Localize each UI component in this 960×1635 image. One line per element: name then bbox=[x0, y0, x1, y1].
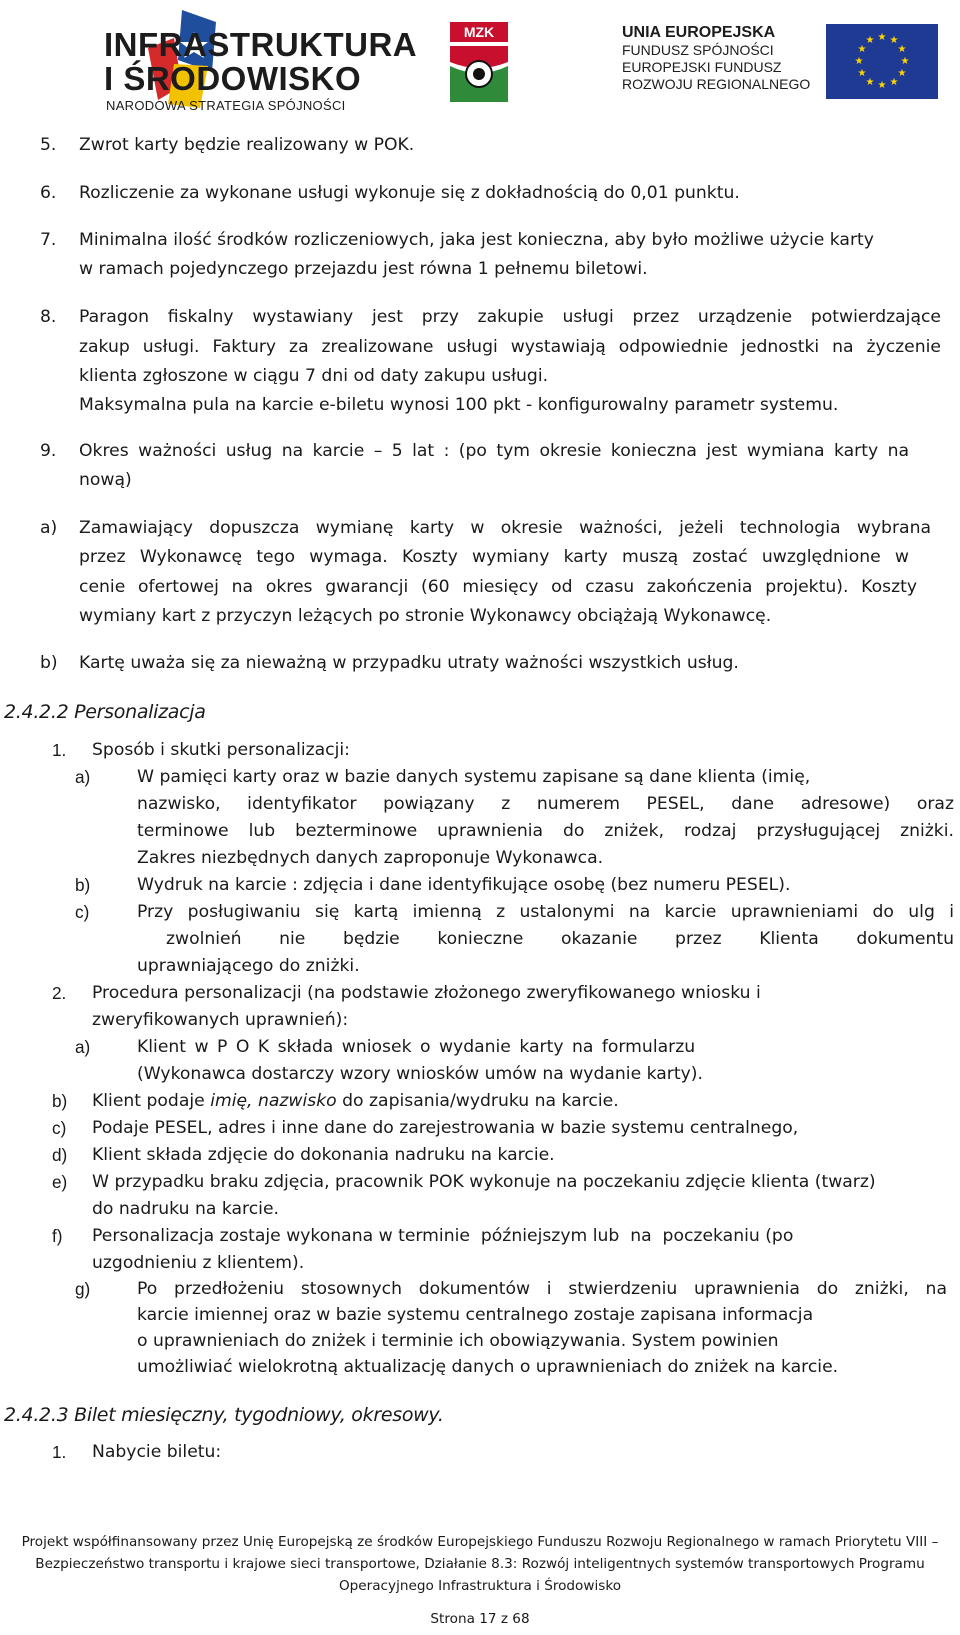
logo-title-line1: INFRASTRUKTURA bbox=[104, 26, 418, 63]
list-letter: e) bbox=[52, 1172, 68, 1192]
p2e-line2: do nadruku na karcie. bbox=[92, 1199, 279, 1219]
list-letter: c) bbox=[52, 1118, 67, 1138]
item-9-line2: nową) bbox=[79, 470, 132, 490]
p2b-pre: Klient podaje bbox=[92, 1091, 211, 1111]
svg-text:★: ★ bbox=[897, 68, 907, 79]
p2b-text bbox=[92, 1086, 619, 1116]
p2f-line1: Personalizacja zostaje wykonana w terminie późniejszym lub na poczekaniu (po bbox=[92, 1226, 794, 1246]
item-number: 9. bbox=[40, 441, 57, 461]
eu-line2: FUNDUSZ SPÓJNOŚCI bbox=[622, 42, 774, 58]
p2g-line4: umożliwiać wielokrotną aktualizację danych o uprawnieniach do zniżek na karcie. bbox=[137, 1357, 839, 1377]
footer-line2: Bezpieczeństwo transportu i krajowe sieci transportowe, Działanie 8.3: Rozwój inteligentnych systemów transportowych Programu bbox=[35, 1556, 925, 1572]
item-8-line3: klienta zgłoszone w ciągu 7 dni od daty zakupu usługi. bbox=[79, 366, 549, 386]
svg-text:★: ★ bbox=[889, 77, 899, 88]
p2b-post: do zapisania/wydruku na karcie. bbox=[336, 1091, 619, 1111]
item-number: 7. bbox=[40, 230, 57, 250]
eu-flag-icon bbox=[826, 24, 938, 99]
p1b-text: Wydruk na karcie : zdjęcia i dane identyfikujące osobę (bez numeru PESEL). bbox=[137, 875, 791, 895]
list-number: 2. bbox=[52, 983, 67, 1003]
p1a-line1: W pamięci karty oraz w bazie danych systemu zapisane są dane klienta (imię, bbox=[137, 767, 811, 787]
eu-line3: EUROPEJSKI FUNDUSZ bbox=[622, 59, 782, 75]
item-8-line4: Maksymalna pula na karcie e-biletu wynosi 100 pkt - konfigurowalny parametr systemu. bbox=[79, 395, 839, 415]
item-number: 6. bbox=[40, 183, 57, 203]
item-6-text: Rozliczenie za wykonane usługi wykonuje się z dokładnością do 0,01 punktu. bbox=[79, 183, 740, 203]
logo-title-line2: I ŚRODOWISKO bbox=[104, 60, 362, 97]
item-7-line2: w ramach pojedynczego przejazdu jest równa 1 pełnemu biletowi. bbox=[79, 259, 648, 279]
list-letter: f) bbox=[52, 1226, 63, 1246]
list-letter: b) bbox=[75, 875, 91, 895]
footer-line3: Operacyjnego Infrastruktura i Środowisko bbox=[338, 1578, 622, 1594]
svg-text:★: ★ bbox=[857, 44, 867, 55]
svg-text:★: ★ bbox=[897, 44, 907, 55]
svg-text:★: ★ bbox=[889, 35, 899, 46]
section-heading-bilet: 2.4.2.3 Bilet miesięczny, tygodniowy, okresowy. bbox=[4, 1404, 444, 1426]
logo-subtitle: NARODOWA STRATEGIA SPÓJNOŚCI bbox=[106, 98, 346, 113]
p2a-line2: (Wykonawca dostarczy wzory wniosków umów na wydanie karty). bbox=[137, 1064, 703, 1084]
svg-text:★: ★ bbox=[865, 77, 875, 88]
p1a-line4: Zakres niezbędnych danych zaproponuje Wykonawca. bbox=[137, 848, 604, 868]
p2f-line2: uzgodnieniu z klientem). bbox=[92, 1253, 305, 1273]
list-letter: c) bbox=[75, 902, 90, 922]
item-a-line1: Zamawiający dopuszcza wymianę karty w okresie ważności, jeżeli technologia wybrana bbox=[79, 518, 931, 538]
mzk-logo-label: MZK bbox=[463, 24, 495, 40]
item-b-text: Kartę uważa się za nieważną w przypadku utraty ważności wszystkich usług. bbox=[79, 653, 739, 673]
item-a-line2: przez Wykonawcę tego wymaga. Koszty wymiany karty muszą zostać uwzględnione w bbox=[79, 547, 909, 567]
p2d-text: Klient składa zdjęcie do dokonania nadruku na karcie. bbox=[92, 1145, 555, 1165]
p2g-line3: o uprawnieniach do zniżek i terminie ich obowiązywania. System powinien bbox=[137, 1331, 779, 1351]
p2c-text: Podaje PESEL, adres i inne dane do zarejestrowania w bazie systemu centralnego, bbox=[92, 1118, 799, 1138]
svg-text:★: ★ bbox=[865, 35, 875, 46]
p1a-line2: nazwisko, identyfikator powiązany z numerem PESEL, dane adresowe) oraz bbox=[137, 794, 954, 814]
p1c-line3: uprawniającego do zniżki. bbox=[137, 956, 360, 976]
item-number: 8. bbox=[40, 307, 57, 327]
page-number: Strona 17 z 68 bbox=[430, 1611, 530, 1627]
footer-line1: Projekt współfinansowany przez Unię Europejską ze środków Europejskiego Funduszu Rozwoju Regionalnego w ramach Priorytetu VIII – bbox=[21, 1534, 939, 1550]
list-number: 1. bbox=[52, 740, 67, 760]
sec2-p1-text: Nabycie biletu: bbox=[92, 1442, 222, 1462]
p2b-em: imię, nazwisko bbox=[210, 1091, 337, 1111]
svg-text:★: ★ bbox=[854, 56, 864, 67]
p2e-line1: W przypadku braku zdjęcia, pracownik POK wykonuje na poczekaniu zdjęcie klienta (twarz) bbox=[92, 1172, 876, 1192]
svg-text:★: ★ bbox=[857, 68, 867, 79]
p1a-line3: terminowe lub bezterminowe uprawnienia do zniżek, rodzaj przysługującej zniżki. bbox=[137, 821, 954, 841]
item-a-line4: wymiany kart z przyczyn leżących po stronie Wykonawcy obciążają Wykonawcę. bbox=[79, 606, 772, 626]
p2-line2: zweryfikowanych uprawnień): bbox=[92, 1010, 349, 1030]
eu-line1: UNIA EUROPEJSKA bbox=[622, 24, 776, 41]
svg-text:★: ★ bbox=[900, 56, 910, 67]
section-heading-personalizacja: 2.4.2.2 Personalizacja bbox=[4, 701, 206, 723]
list-letter: a) bbox=[75, 767, 91, 787]
item-number: 5. bbox=[40, 135, 57, 155]
p2a-line1: Klient w P O K składa wniosek o wydanie karty na formularzu bbox=[137, 1037, 696, 1057]
p2g-line2: karcie imiennej oraz w bazie systemu centralnego zostaje zapisana informacja bbox=[137, 1305, 814, 1325]
p2-line1: Procedura personalizacji (na podstawie złożonego zweryfikowanego wniosku i bbox=[92, 983, 761, 1003]
p1-text: Sposób i skutki personalizacji: bbox=[92, 740, 350, 760]
list-letter: d) bbox=[52, 1145, 68, 1165]
svg-text:★: ★ bbox=[877, 80, 887, 91]
eu-funding-text bbox=[622, 24, 817, 93]
list-letter: b) bbox=[52, 1091, 68, 1111]
item-8-line2: zakup usługi. Faktury za zrealizowane usługi wystawiają odpowiednie jednostki na życzenie bbox=[79, 337, 941, 357]
svg-text:★: ★ bbox=[877, 32, 887, 43]
mzk-logo-icon bbox=[450, 22, 508, 102]
item-9-line1: Okres ważności usług na karcie – 5 lat : (po tym okresie konieczna jest wymiana karty na bbox=[79, 441, 909, 461]
item-8-line1: Paragon fiskalny wystawiany jest przy zakupie usługi przez urządzenie potwierdzające bbox=[79, 307, 941, 327]
item-letter: b) bbox=[40, 653, 58, 673]
list-letter: g) bbox=[75, 1279, 91, 1299]
eu-line4: ROZWOJU REGIONALNEGO bbox=[622, 76, 811, 92]
item-7-line1: Minimalna ilość środków rozliczeniowych, jaka jest konieczna, aby było możliwe użycie karty bbox=[79, 230, 874, 250]
item-a-line3: cenie ofertowej na okres gwarancji (60 miesięcy od czasu zakończenia projektu). Koszty bbox=[79, 577, 917, 597]
list-number: 1. bbox=[52, 1442, 67, 1462]
item-5-text: Zwrot karty będzie realizowany w POK. bbox=[79, 135, 415, 155]
p1c-line2: zwolnień nie będzie konieczne okazanie przez Klienta dokumentu bbox=[166, 929, 954, 949]
list-letter: a) bbox=[75, 1037, 91, 1057]
p2g-line1: Po przedłożeniu stosownych dokumentów i stwierdzeniu uprawnienia do zniżki, na bbox=[137, 1279, 947, 1299]
page-header bbox=[0, 0, 960, 120]
item-letter: a) bbox=[40, 518, 58, 538]
p1c-line1: Przy posługiwaniu się kartą imienną z ustalonymi na karcie uprawnieniami do ulg i bbox=[137, 902, 954, 922]
